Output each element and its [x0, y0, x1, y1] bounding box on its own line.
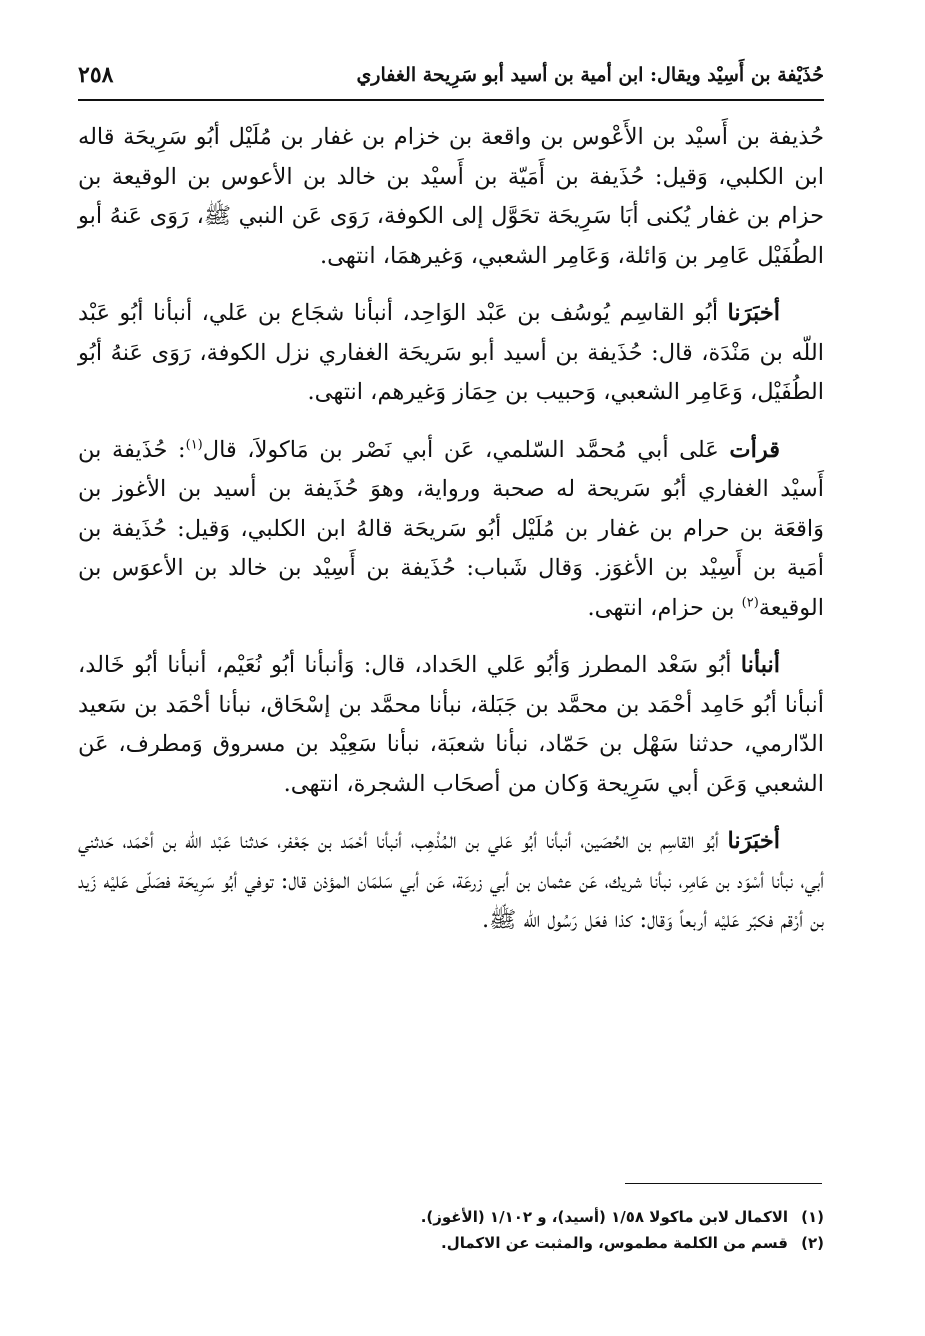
paragraph-5: [78, 822, 824, 941]
paragraph-text: أبُو القاسِم يُوسُف بن عَبْد الوَاحِد، أنبأنا شجَاع بن عَلي، أنبأنا أبُو عَبْد اللّه بن مَنْدَة، قال: حُذَيفة بن أسيد أبو سَريحَة الغفاري نزل الكوفة، رَوَى عَنهُ أبُو الطُفَيْل، وَعَامِر الشعبي، وَحبيب بن حِمَاز وَغيرهم، انتهى.: [78, 300, 824, 405]
footnote-1: [300, 1204, 824, 1230]
paragraph-text: أبُو سَعْد المطرز وَأبُو عَلي الحَداد، قال: وَأنبأنا أبُو نُعَيْم، أنبأنا أبُو خَالد، أنبأنا أبُو حَامِد أحْمَد بن محمَّد بن جَبَلة، نبأنا محمَّد بن إسْحَاق، نبأنا أحْمَد بن سَعيد الدّارمي، حدثنا سَهْل بن حَمّاد، نبأنا شعبَة، نبأنا سَعِيْد بن مسروق وَمطرف، عَن الشعبي وَعَن أبي سَرِيحة وَكان من أصحَاب الشجرة، انتهى.: [78, 652, 824, 797]
footnote-rule: [625, 1183, 822, 1184]
page-header: [78, 60, 824, 96]
footnote-text: الاكمال لابن ماكولا ١/٥٨ (أسيد)، و ١/١٠٢ (الأغوز).: [420, 1208, 788, 1226]
paragraph-lead: أخبَرَنا: [727, 828, 780, 854]
footnotes: [300, 1204, 824, 1256]
main-text: [78, 118, 824, 959]
running-title: حُذَيْفة بن أَسِيْد ويقال: ابن أمية بن أسيد أبو سَرِيحة الغفاري: [356, 64, 824, 86]
paragraph-2: [78, 294, 824, 413]
footnote-2: [300, 1230, 824, 1256]
paragraph-text: أبُو القاسِم بن الحُصَين، أنبأنا أبُو عَلي بن المُذْهِب، أنبأنا أحْمَد بن جَعْفر، حَدثنا عَبْد اللّه بن أحْمَد، حَدثني أبي، نبأنا أسْوَد بن عَامِر، نبأنا شريك، عَن عثمان بن أبي زرعَة، عَن أبي سَلمَان المؤذن قال: توفي أبُو سَرِيحَة فصَلّى عَليْه زَيد بن أرْقم فكبّر عَليْه أربعاً وَقال: كذا فعَل رَسُول الله ﷺ.: [78, 828, 824, 933]
footnote-number: (٢): [801, 1234, 824, 1252]
page-number: ٢٥٨: [78, 62, 114, 88]
paragraph-lead: قرأت: [729, 436, 781, 463]
paragraph-text: حُذيفة بن أَسيْد بن الأَعْوس بن واقعة بن خزام بن غفار بن مُلَيْل أبُو سَرِيحَة قاله ابن الكلبي، وَقيل: حُذَيفة بن أَمَيّة بن أَسيْد بن خالد بن الأعوس بن الوقيعة بن حزام بن غفار يُكنى أبَا سَرِيحَة تحَوَّل إلى الكوفة، رَوَى عَن النبي ﷺ، رَوَى عَنهُ أبو الطُفَيْل عَامِر بن وَائلة، وَعَامِر الشعبي، وَغيرهمَا، انتهى.: [78, 124, 824, 269]
footnote-marker-2[interactable]: (٢): [741, 595, 759, 610]
header-rule: [78, 99, 824, 101]
paragraph-4: [78, 646, 824, 804]
footnote-number: (١): [801, 1208, 824, 1226]
paragraph-3: [78, 431, 824, 629]
paragraph-text: : حُذَيفة بن أَسيْد الغفاري أبُو سَريحة له صحبة ورواية، وهوَ حُذَيفة بن أسيد بن الأغوز بن وَاقعَة بن حرام بن غفار بن مُلَيْل أبُو سَريحَة قالهُ ابن الكلبي، وَقيل: حُذَيفة بن أمَية بن أَسِيْد بن الأغوَز. وَقال شَباب: حُذَيفة بن أَسِيْد بن خالد بن الأعوَس بن الوقيعة: [78, 436, 824, 621]
footnote-marker-1[interactable]: (١): [185, 437, 203, 452]
paragraph-1: [78, 118, 824, 276]
paragraph-text: عَلى أبي مُحمَّد السّلمي، عَن أبي نَصْر بن مَاكولاَ، قال: [202, 436, 730, 463]
footnote-text: قسم من الكلمة مطموس، والمثبت عن الاكمال.: [441, 1234, 788, 1252]
paragraph-text: بن حزام، انتهى.: [587, 594, 742, 621]
paragraph-lead: أخبَرَنا: [727, 300, 780, 326]
paragraph-lead: أنبأنا: [740, 652, 780, 678]
